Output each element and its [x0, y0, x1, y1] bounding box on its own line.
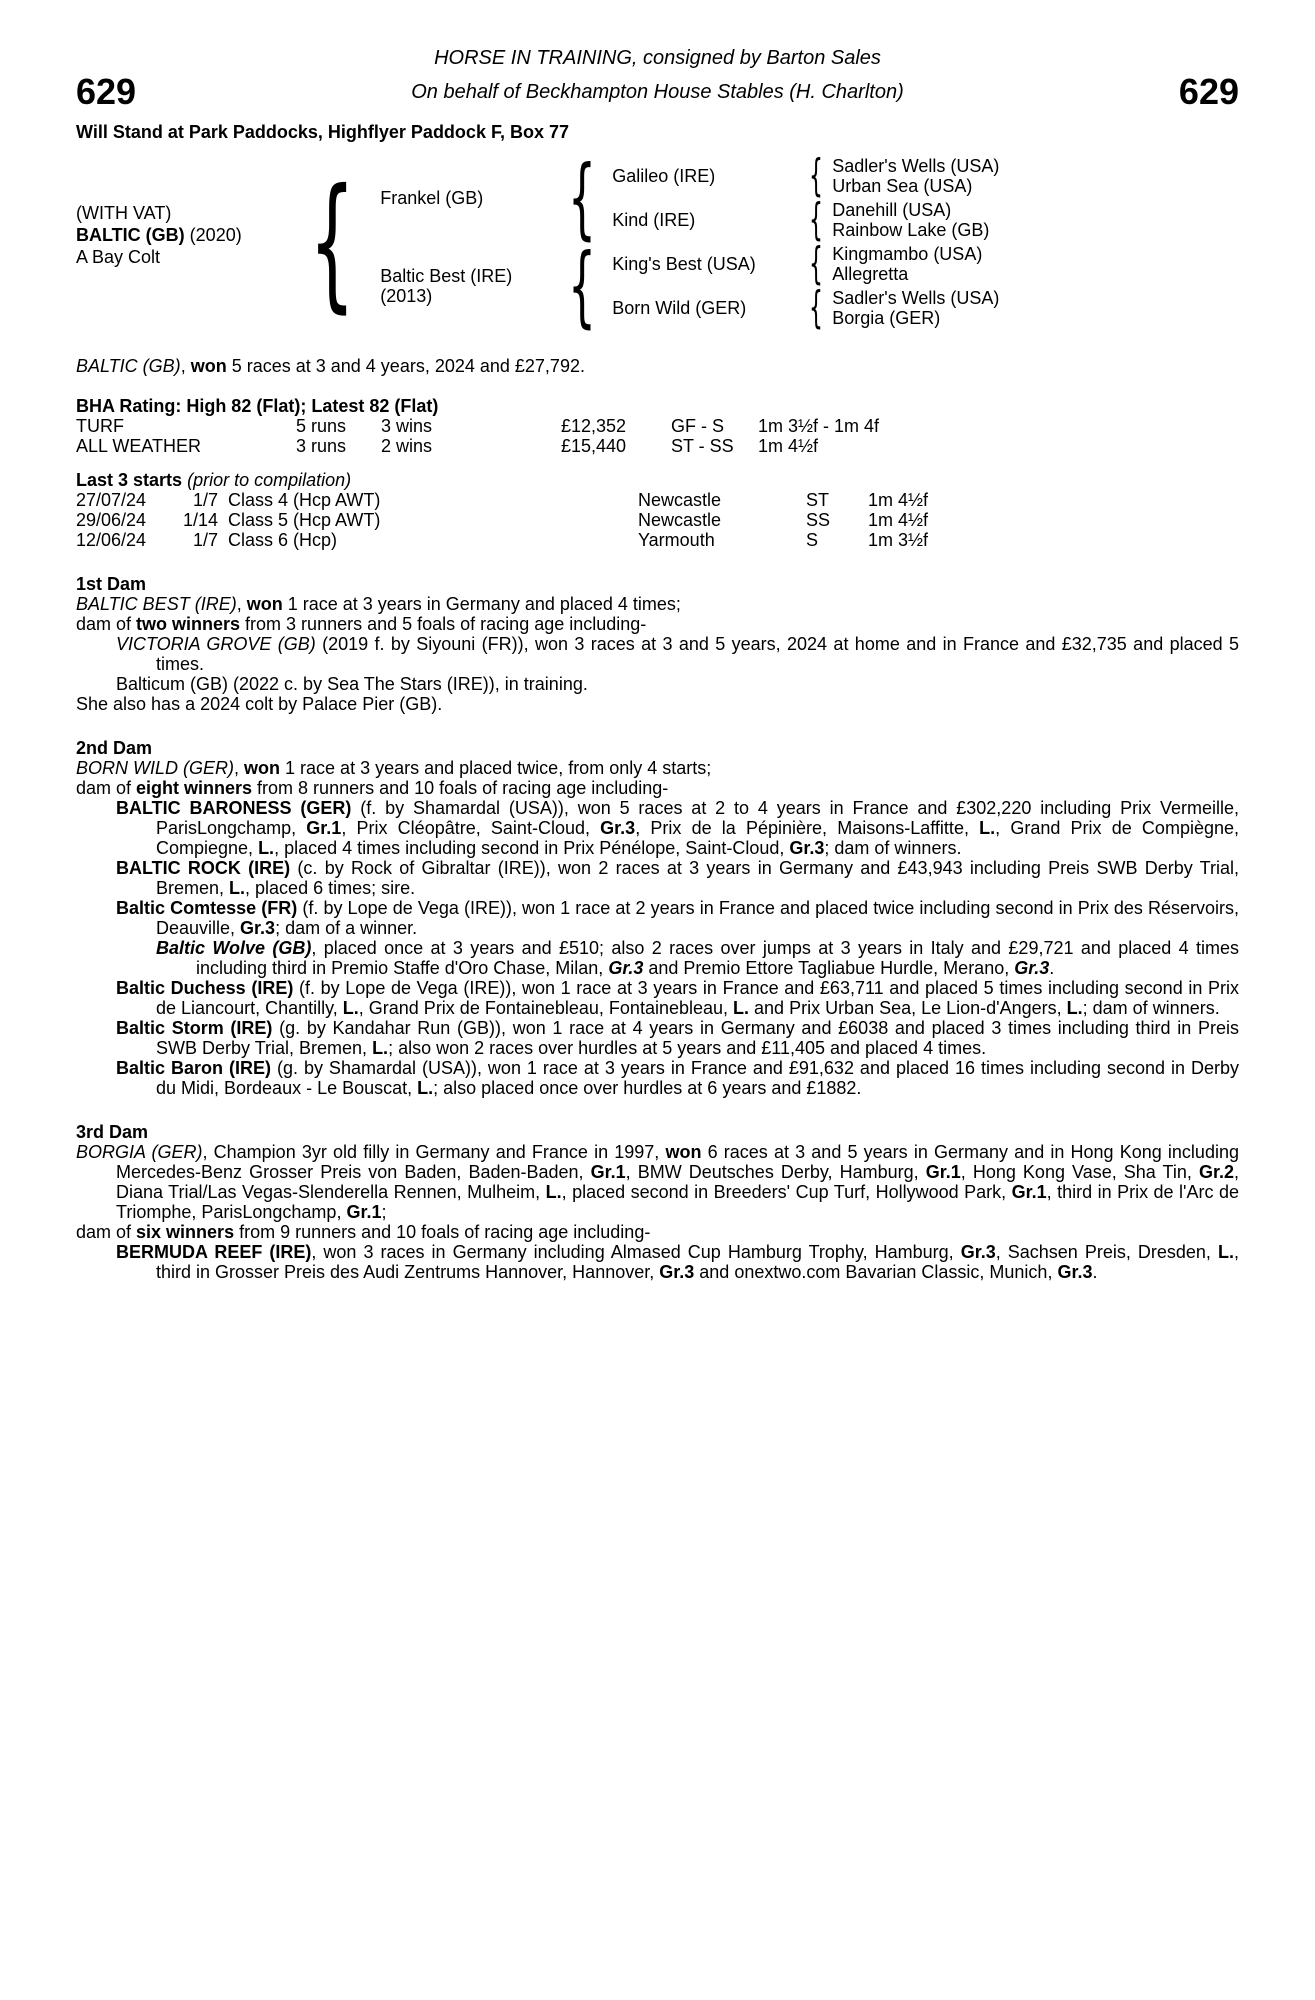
pedigree-brace-icon: { — [809, 282, 824, 333]
start-class: Class 6 (Hcp) — [228, 530, 338, 550]
rr-wins: 3 wins — [381, 416, 433, 436]
start-going: SS — [806, 510, 831, 530]
last-starts-title-bold: Last 3 starts — [76, 470, 183, 490]
second-dam-section — [76, 738, 1239, 1098]
great-grandparent-name: Allegretta — [832, 264, 909, 284]
start-course: Newcastle — [638, 490, 722, 510]
dam-record: BORN WILD (GER), won 1 race at 3 years and placed twice, from only 4 starts; — [76, 758, 712, 778]
great-grandparent-name: Sadler's Wells (USA) — [832, 288, 1000, 308]
dam-name: Baltic Best (IRE) — [380, 266, 513, 286]
pedigree-brace-icon: { — [809, 194, 824, 245]
rr-distance: 1m 4½f — [758, 436, 819, 456]
granddam-name: Kind (IRE) — [612, 210, 696, 230]
horse-name: BALTIC (GB) — [76, 225, 185, 245]
race-record-row — [76, 416, 1239, 436]
on-behalf-line: On behalf of Beckhampton House Stables (H. Charlton) — [411, 81, 904, 103]
start-position: 1/14 — [182, 510, 218, 530]
progeny-sub-entry: Baltic Wolve (GB), placed once at 3 years and £510; also 2 races over jumps at 3 years in Italy and £29,721 and placed 4 times including third in Premio Staffe d'Oro Chase, Milan, Gr.3 and Premio Ettore Tagliabue Hurdle, Merano, Gr.3. — [156, 938, 1239, 978]
lot-number-right: 629 — [1178, 71, 1239, 112]
grandsire-name: King's Best (USA) — [612, 254, 756, 274]
horse-name-line — [76, 224, 284, 246]
dam-produce-summary: dam of six winners from 9 runners and 10 foals of racing age including- — [76, 1222, 651, 1242]
lot-number-left: 629 — [76, 71, 137, 112]
progeny-entry: Baltic Storm (IRE) (g. by Kandahar Run (GB)), won 1 race at 4 years in Germany and £6038 and placed 3 times including third in Preis SWB Derby Trial, Bremen, L.; also won 2 races over hurdles at 5 years and £11,405 and placed 4 times. — [116, 1018, 1239, 1058]
pedigree-sire-branch — [380, 146, 1000, 249]
race-record-row — [76, 436, 1239, 456]
last-starts-title — [76, 470, 1239, 490]
start-going: ST — [806, 490, 830, 510]
progeny-entry: Baltic Comtesse (FR) (f. by Lope de Vega (IRE)), won 1 race at 2 years in France and placed twice including second in Prix des Réservoirs, Deauville, Gr.3; dam of a winner. — [116, 898, 1239, 938]
first-dam-heading: 1st Dam — [76, 574, 147, 594]
second-dam-heading: 2nd Dam — [76, 738, 153, 758]
third-dam-section — [76, 1122, 1239, 1282]
start-class: Class 5 (Hcp AWT) — [228, 510, 381, 530]
progeny-entry: Balticum (GB) (2022 c. by Sea The Stars (IRE)), in training. — [116, 674, 588, 694]
rr-earnings: £12,352 — [561, 416, 627, 436]
start-going: S — [806, 530, 819, 550]
great-grandparent-name: Urban Sea (USA) — [832, 176, 973, 196]
grandsire-name: Galileo (IRE) — [612, 166, 716, 186]
dam-record: BORGIA (GER), Champion 3yr old filly in Germany and France in 1997, won 6 races at 3 and 5 years in Germany and in Hong Kong including Mercedes-Benz Grosser Preis von Baden, Baden-Baden, Gr.1, BMW Deutsches Derby, Hamburg, Gr.1, Hong Kong Vase, Sha Tin, Gr.2, Diana Trial/Las Vegas-Slenderella Rennen, Mulheim, L., placed second in Breeders' Cup Turf, Hollywood Park, Gr.1, third in Prix de l'Arc de Triomphe, ParisLongchamp, Gr.1; — [76, 1142, 1240, 1222]
rr-wins: 2 wins — [381, 436, 433, 456]
rr-going: ST - SS — [671, 436, 734, 456]
dam-year: (2013) — [380, 286, 433, 306]
last-start-row — [76, 510, 1239, 530]
page-header — [76, 46, 1239, 142]
last-start-row — [76, 530, 1239, 550]
pedigree-brace-icon: { — [809, 238, 824, 289]
first-dam-section — [76, 574, 1239, 714]
dam-record: BALTIC BEST (IRE), won 1 race at 3 years in Germany and placed 4 times; — [76, 594, 681, 614]
pedigree-grandparent-branch — [612, 150, 1000, 201]
race-summary: BALTIC (GB), won 5 races at 3 and 4 years, 2024 and £27,792. — [76, 356, 585, 376]
bha-rating-title: BHA Rating: High 82 (Flat); Latest 82 (Flat) — [76, 396, 439, 416]
horse-year: (2020) — [189, 225, 242, 245]
progeny-entry: BERMUDA REEF (IRE), won 3 races in Germany including Almased Cup Hamburg Trophy, Hamburg, Gr.3, Sachsen Preis, Dresden, L., third in Grosser Preis des Audi Zentrums Hannover, Hannover, Gr.3 and onextwo.com Bavarian Classic, Munich, Gr.3. — [116, 1242, 1239, 1282]
consignor-line: HORSE IN TRAINING, consigned by Barton Sales — [434, 47, 881, 69]
start-course: Yarmouth — [638, 530, 715, 550]
last-starts-title-note: (prior to compilation) — [187, 470, 352, 490]
start-distance: 1m 3½f — [868, 530, 929, 550]
progeny-entry: BALTIC ROCK (IRE) (c. by Rock of Gibraltar (IRE)), won 2 races at 3 years in Germany and £43,943 including Preis SWB Derby Trial, Bremen, L., placed 6 times; sire. — [116, 858, 1239, 898]
start-position: 1/7 — [192, 490, 218, 510]
dam-name-cell — [380, 266, 552, 306]
pedigree-grandparent-branch — [612, 194, 999, 245]
progeny-entry: Baltic Baron (IRE) (g. by Shamardal (USA)), won 1 race at 3 years in France and £91,632 and placed 16 times including second in Derby du Midi, Bordeaux - Le Bouscat, L.; also placed once over hurdles at 6 years and £1882. — [116, 1058, 1239, 1098]
rr-runs: 3 runs — [296, 436, 347, 456]
start-position: 1/7 — [192, 530, 218, 550]
great-grandparent-name: Borgia (GER) — [832, 308, 941, 328]
dam-produce-summary: dam of two winners from 3 runners and 5 foals of racing age including- — [76, 614, 647, 634]
start-date: 27/07/24 — [76, 490, 147, 510]
third-dam-heading: 3rd Dam — [76, 1122, 149, 1142]
rr-distance: 1m 3½f - 1m 4f — [758, 416, 880, 436]
start-distance: 1m 4½f — [868, 510, 929, 530]
pedigree-tree — [76, 146, 1239, 337]
rr-surface: TURF — [76, 416, 124, 436]
start-course: Newcastle — [638, 510, 722, 530]
stand-location-line: Will Stand at Park Paddocks, Highflyer Paddock F, Box 77 — [76, 122, 569, 142]
great-grandparent-name: Sadler's Wells (USA) — [832, 156, 1000, 176]
pedigree-brace-icon: { — [809, 150, 824, 201]
pedigree-grandparent-branch — [612, 238, 999, 289]
pedigree-subject — [76, 202, 284, 268]
dam-note: She also has a 2024 colt by Palace Pier (GB). — [76, 694, 443, 714]
pedigree-dam-branch — [380, 234, 1000, 337]
rr-surface: ALL WEATHER — [76, 436, 202, 456]
progeny-entry: BALTIC BARONESS (GER) (f. by Shamardal (USA)), won 5 races at 2 to 4 years in France and £302,220 including Prix Vermeille, ParisLongchamp, Gr.1, Prix Cléopâtre, Saint-Cloud, Gr.3, Prix de la Pépinière, Maisons-Laffitte, L., Grand Prix de Compiègne, Compiegne, L., placed 4 times including second in Prix Pénélope, Saint-Cloud, Gr.3; dam of winners. — [116, 798, 1239, 858]
start-date: 12/06/24 — [76, 530, 147, 550]
pedigree-grandparent-branch — [612, 282, 1000, 333]
last-starts-section — [76, 470, 1239, 550]
last-start-row — [76, 490, 1239, 510]
rr-going: GF - S — [671, 416, 724, 436]
great-grandparent-name: Kingmambo (USA) — [832, 244, 983, 264]
vat-note: (WITH VAT) — [76, 203, 172, 223]
lot-number-row — [76, 72, 1239, 112]
rr-runs: 5 runs — [296, 416, 347, 436]
pedigree-brace-icon: { — [568, 234, 597, 337]
start-date: 29/06/24 — [76, 510, 147, 530]
granddam-name: Born Wild (GER) — [612, 298, 747, 318]
dam-produce-summary: dam of eight winners from 8 runners and 10 foals of racing age including- — [76, 778, 669, 798]
horse-description: A Bay Colt — [76, 247, 161, 267]
great-grandparent-name: Danehill (USA) — [832, 200, 952, 220]
progeny-entry: VICTORIA GROVE (GB) (2019 f. by Siyouni (FR)), won 3 races at 3 and 5 years, 2024 at home and in France and £32,735 and placed 5 times. — [116, 634, 1239, 674]
pedigree-brace-icon: { — [309, 157, 356, 327]
rr-earnings: £15,440 — [561, 436, 627, 456]
progeny-entry: Baltic Duchess (IRE) (f. by Lope de Vega (IRE)), won 1 race at 3 years in France and £63,711 and placed 5 times including second in Prix de Liancourt, Chantilly, L., Grand Prix de Fontainebleau, Fontainebleau, L. and Prix Urban Sea, Le Lion-d'Angers, L.; dam of winners. — [116, 978, 1240, 1018]
sire-name: Frankel (GB) — [380, 188, 484, 208]
great-grandparent-name: Rainbow Lake (GB) — [832, 220, 990, 240]
race-record-section — [76, 396, 1239, 456]
start-class: Class 4 (Hcp AWT) — [228, 490, 381, 510]
start-distance: 1m 4½f — [868, 490, 929, 510]
pedigree-brace-icon: { — [568, 146, 597, 249]
